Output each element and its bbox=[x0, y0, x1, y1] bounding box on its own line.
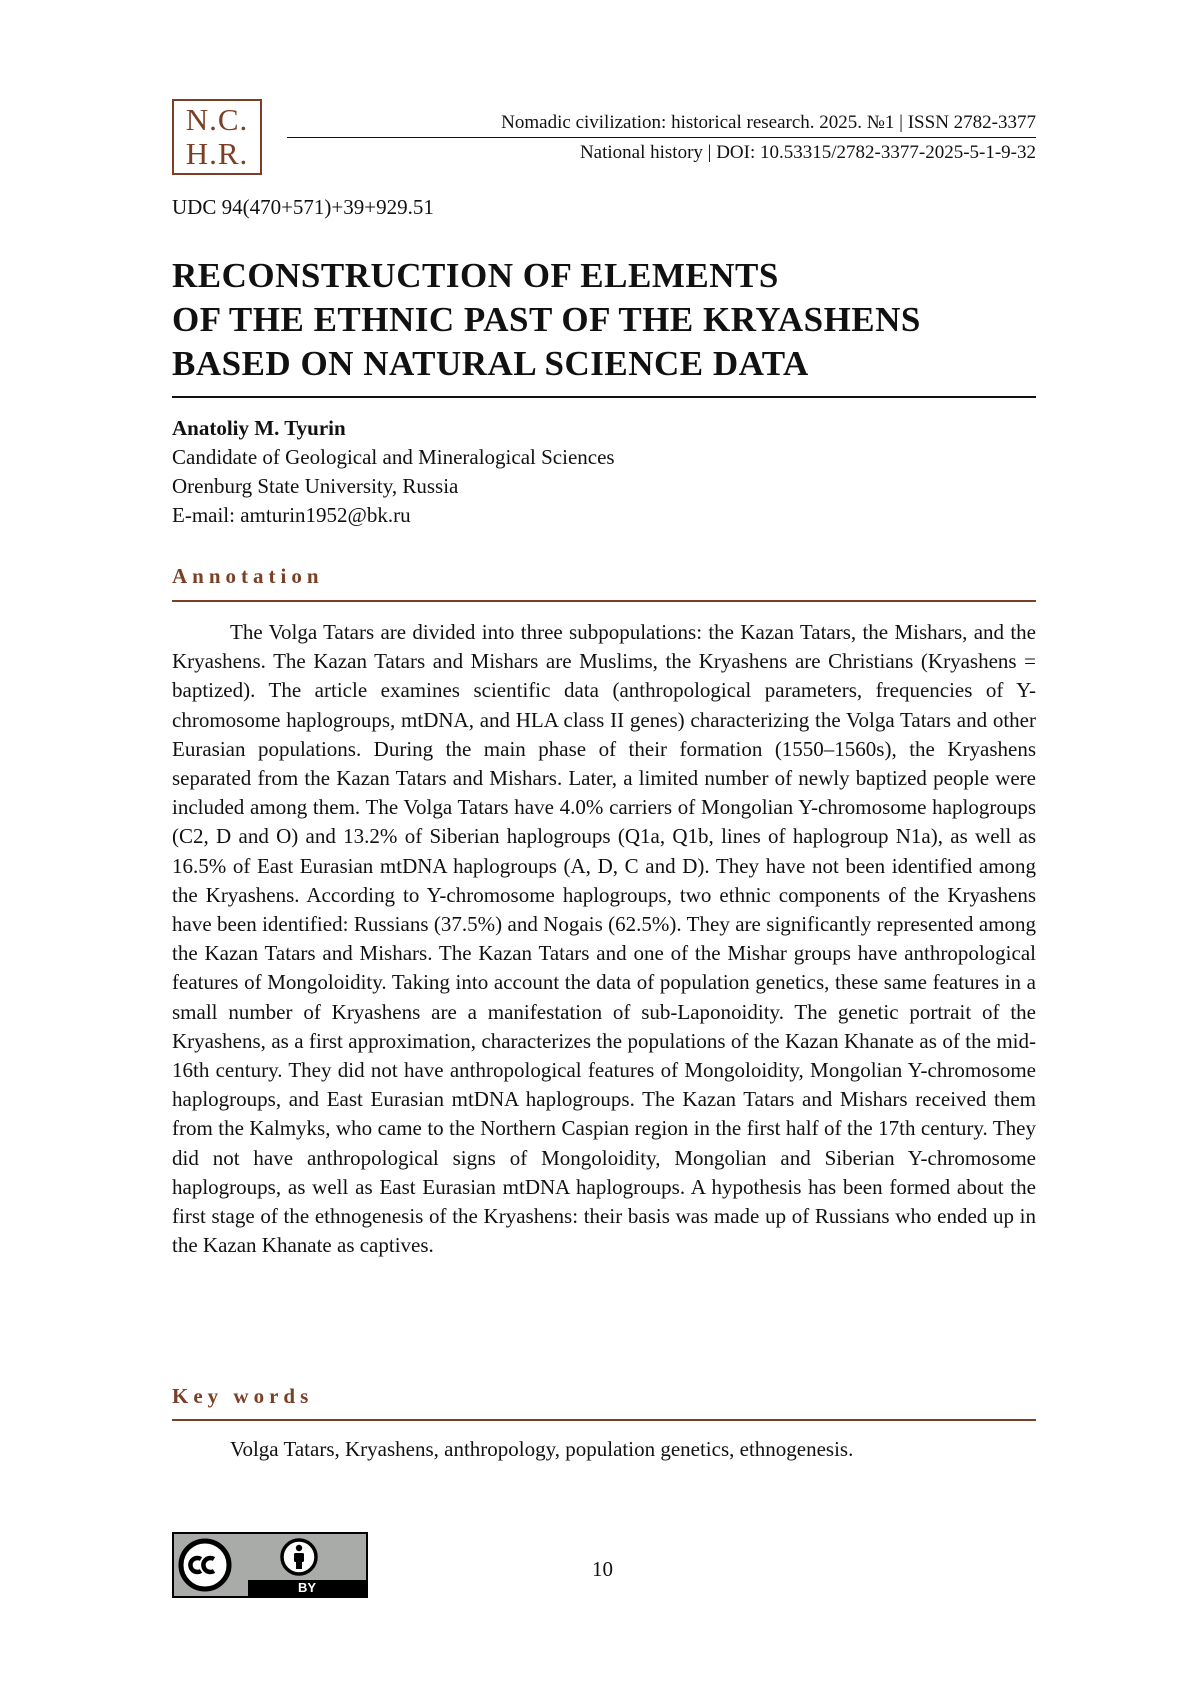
title-line-3: BASED ON NATURAL SCIENCE DATA bbox=[172, 344, 809, 383]
journal-logo bbox=[172, 99, 262, 175]
title-line-2: OF THE ETHNIC PAST OF THE KRYASHENS bbox=[172, 300, 921, 339]
author-block bbox=[172, 414, 615, 530]
title-line-1: RECONSTRUCTION OF ELEMENTS bbox=[172, 256, 779, 295]
annotation-heading: Annotation bbox=[172, 564, 324, 588]
logo-line-2: H.R. bbox=[185, 136, 249, 171]
author-email[interactable]: E-mail: amturin1952@bk.ru bbox=[172, 503, 411, 527]
author-affiliation: Orenburg State University, Russia bbox=[172, 474, 459, 498]
annotation-text: The Volga Tatars are divided into three subpopulations: the Kazan Tatars, the Mishars, and the Kryashens. The Kazan Tatars and Mishars are Muslims, the Kryashens are Christians (Kryashens = baptized). The article examines scientific data (anthropological parameters, frequencies of Y-chromosome haplogroups, mtDNA, and HLA class II genes) characterizing the Volga Tatars and other Eurasian populations. During the main phase of their formation (1550–1560s), the Kryashens separated from the Kazan Tatars and Mishars. Later, a limited number of newly baptized people were included among them. The Volga Tatars have 4.0% carriers of Mongolian Y-chromosome haplogroups (C2, D and O) and 13.2% of Siberian haplogroups (Q1a, Q1b, lines of haplogroup N1a), as well as 16.5% of East Eurasian mtDNA haplogroups (A, D, C and D). They have not been identified among the Kryashens. According to Y-chromosome haplogroups, two ethnic components of the Kryashens have been identified: Russians (37.5%) and Nogais (62.5%). They are significantly represented among the Kazan Tatars and Mishars. The Kazan Tatars and one of the Mishar groups have anthropological features of Mongoloidity. Taking into account the data of population genetics, these same features in a small number of Kryashens are a manifestation of sub-Laponoidity. The genetic portrait of the Kryashens, as a first approximation, characterizes the populations of the Kazan Khanate as of the mid-16th century. They did not have anthropological features of Mongoloidity, Mongolian Y-chromosome haplogroups, and East Eurasian mtDNA haplogroups. The Kazan Tatars and Mishars received them from the Kalmyks, who came to the Northern Caspian region in the first half of the 17th century. They did not have anthropological signs of Mongoloidity, Mongolian and Siberian Y-chromosome haplogroups, as well as East Eurasian mtDNA haplogroups. A hypothesis has been formed about the first stage of the ethnogenesis of the Kryashens: their basis was made up of Russians who ended up in the Kazan Khanate as captives. bbox=[172, 620, 1036, 1258]
section-doi-line: National history | DOI: 10.53315/2782-3377-2025-5-1-9-32 bbox=[579, 142, 1036, 163]
logo-line-1: N.C. bbox=[185, 102, 249, 137]
journal-line: Nomadic civilization: historical research. 2025. №1 | ISSN 2782-3377 bbox=[501, 112, 1036, 133]
udc-code: UDC 94(470+571)+39+929.51 bbox=[172, 195, 434, 219]
page-number: 10 bbox=[592, 1557, 613, 1581]
keywords-divider bbox=[172, 1419, 1036, 1421]
author-name: Anatoliy M. Tyurin bbox=[172, 416, 346, 440]
annotation-divider bbox=[172, 600, 1036, 602]
title-divider bbox=[172, 396, 1036, 398]
article-title bbox=[172, 254, 1042, 386]
keywords-heading: Key words bbox=[172, 1384, 314, 1408]
attribution-person-icon bbox=[279, 1537, 319, 1577]
cc-icon bbox=[178, 1538, 232, 1592]
header-divider bbox=[287, 137, 1036, 138]
cc-by-license-badge[interactable] bbox=[172, 1532, 368, 1598]
keywords-text: Volga Tatars, Kryashens, anthropology, population genetics, ethnogenesis. bbox=[230, 1437, 854, 1461]
author-degree: Candidate of Geological and Mineralogical Sciences bbox=[172, 445, 615, 469]
by-label: BY bbox=[297, 1580, 317, 1595]
running-header bbox=[501, 108, 1036, 168]
